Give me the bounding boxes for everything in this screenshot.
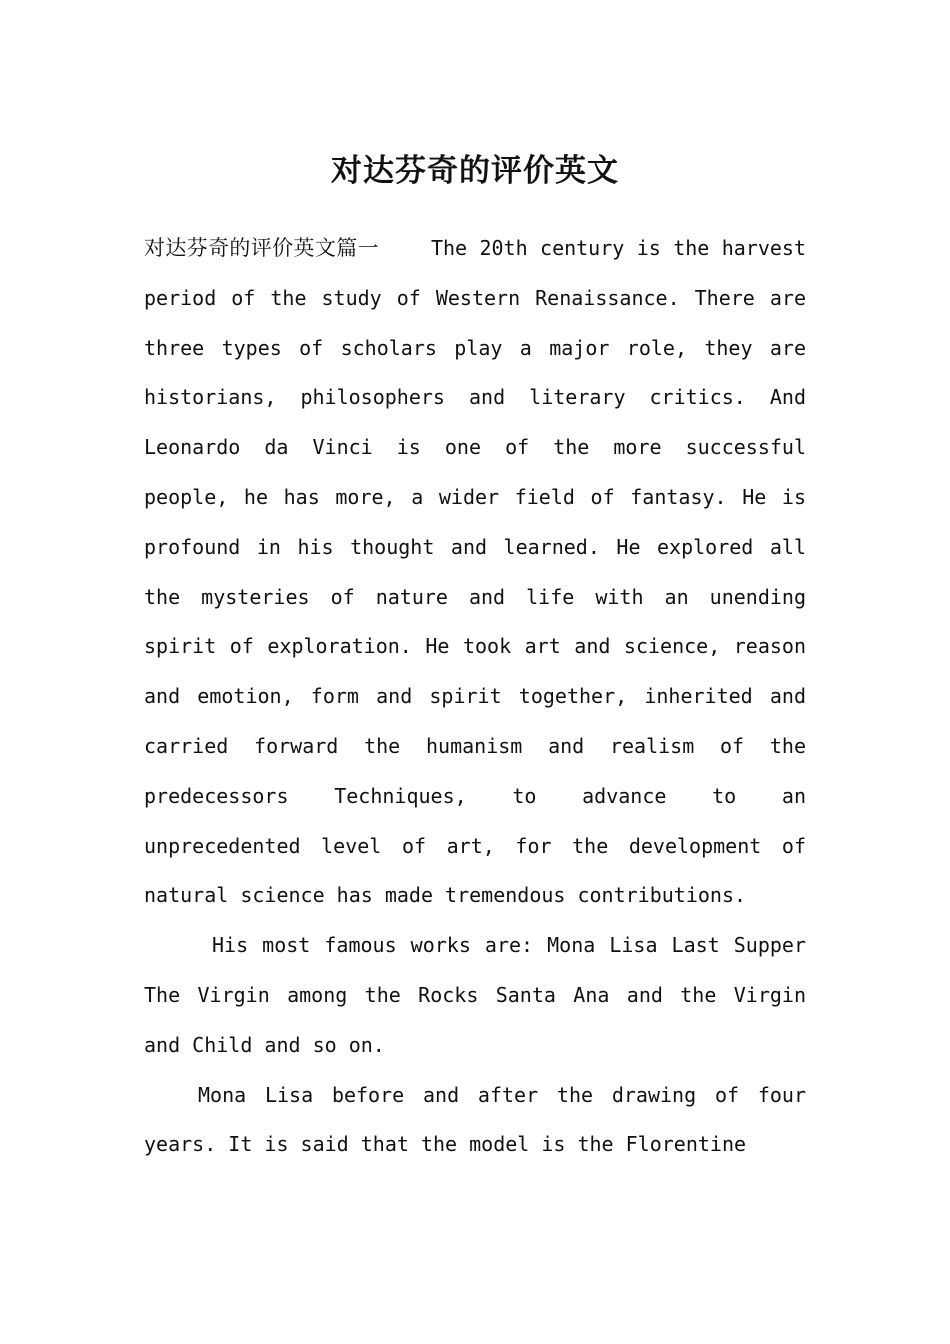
document-body	[144, 224, 806, 1170]
paragraph-1-text: The 20th century is the harvest period of the study of Western Renaissance. There are three types of scholars play a major role, they are historians, philosophers and literary critics. And Leonardo da Vinci is one of the more successful people, he has more, a wider field of fantasy. He is profound in his thought and learned. He explored all the mysteries of nature and life with an unending spirit of exploration. He took art and science, reason and emotion, form and spirit together, inherited and carried forward the humanism and realism of the predecessors Techniques, to advance to an unprecedented level of art, for the development of natural science has made tremendous contributions.	[144, 236, 806, 908]
paragraph-3: Mona Lisa before and after the drawing of four years. It is said that the model is the Florentine	[144, 1082, 806, 1157]
paragraph-2: His most famous works are: Mona Lisa Last Supper The Virgin among the Rocks Santa Ana and the Virgin and Child and so on.	[144, 933, 806, 1057]
section-label: 对达芬奇的评价英文篇一	[144, 236, 379, 260]
paragraph-1	[144, 224, 806, 921]
document-title: 对达芬奇的评价英文	[331, 152, 619, 189]
